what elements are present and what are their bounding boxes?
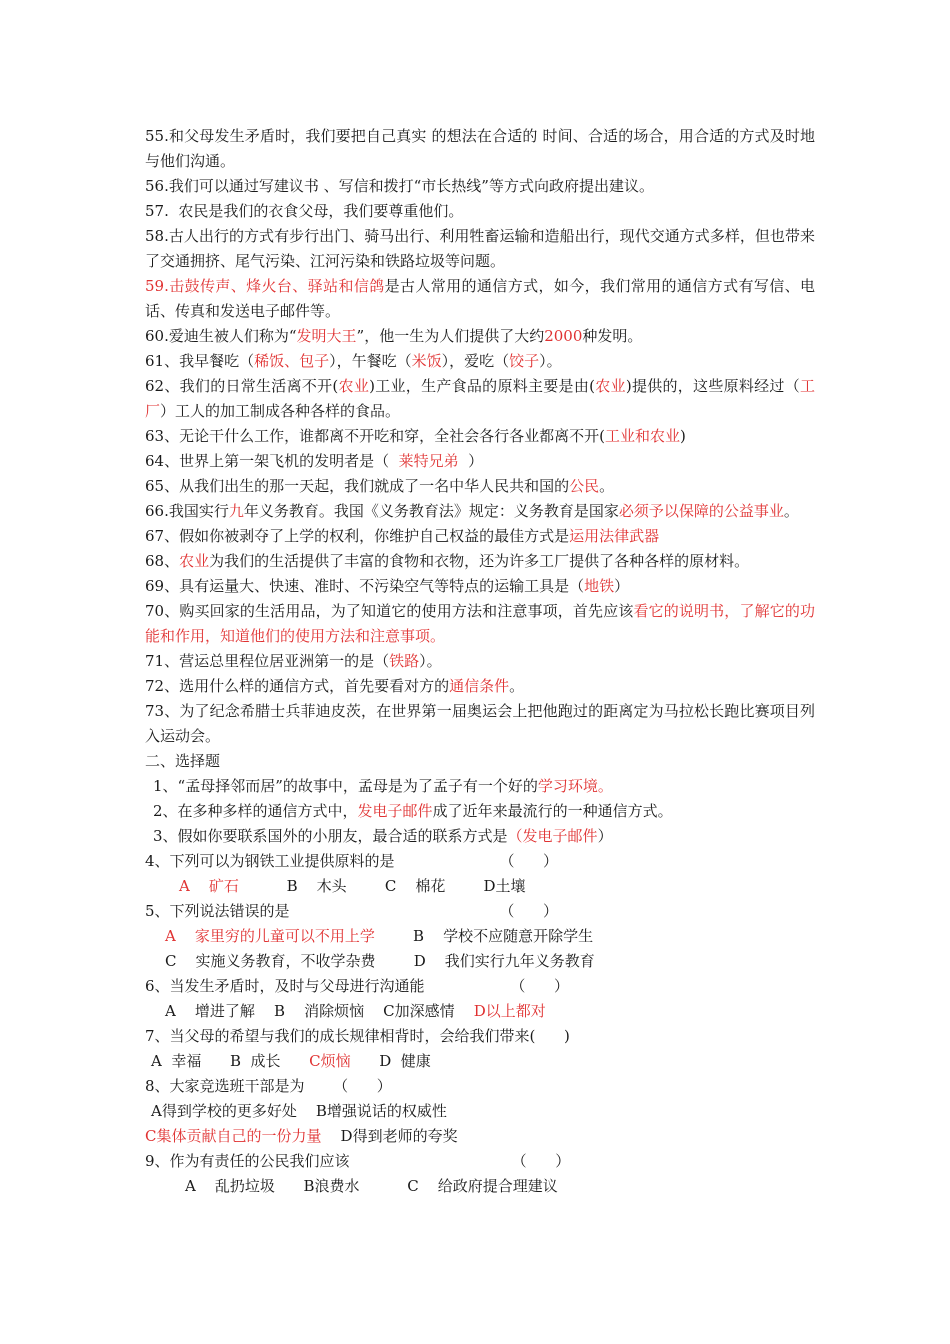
question-text: 7、当父母的希望与我们的成长规律相背时，会给我们带来( ): [145, 1027, 570, 1045]
question-text: 种发明。: [582, 327, 643, 345]
text-line: [145, 924, 815, 949]
text-line: [145, 374, 815, 424]
question-text: 67、假如你被剥夺了上学的权利，你维护自己权益的最佳方式是: [145, 527, 570, 545]
question-text: A 幸福 B 成长: [151, 1052, 310, 1070]
question-text: 73、为了纪念希腊士兵菲迪皮茨，在世界第一届奥运会上把他跑过的距离定为马拉松长跑比赛项目列入运动会。: [145, 702, 815, 745]
answer-text: A 矿石: [179, 877, 239, 895]
question-text: 57. 农民是我们的衣食父母，我们要尊重他们。: [145, 202, 464, 220]
text-line: [145, 774, 815, 799]
answer-text: 看它的说明书，了解它的功能和作用，知道他们的使用方法和注意事项。: [145, 602, 815, 645]
text-line: [145, 1174, 815, 1199]
answer-text: D以上都对: [473, 1002, 546, 1020]
text-line: [145, 1074, 815, 1099]
question-text: 68、: [145, 552, 180, 570]
question-text: )工业，生产食品的原料主要是由(: [369, 377, 595, 395]
text-line: [145, 449, 815, 474]
text-line: [145, 649, 815, 674]
question-text: 71、营运总里程位居亚洲第一的是（: [145, 652, 390, 670]
text-line: [145, 324, 815, 349]
question-text: 60.爱迪生被人们称为“: [145, 327, 297, 345]
answer-text: 工业和农业: [604, 427, 680, 445]
answer-text: 稀饭、包子: [254, 352, 330, 370]
answer-text: 莱特兄弟: [398, 452, 459, 470]
text-line: [145, 574, 815, 599]
question-text: D 健康: [350, 1052, 431, 1070]
question-text: 62、我们的日常生活离不开(: [145, 377, 339, 395]
answer-text: 九: [228, 502, 244, 520]
question-text: 55.和父母发生矛盾时，我们要把自己真实 的想法在合适的 时间、合适的场合，用合适的方式及时地与他们沟通。: [145, 127, 815, 170]
question-text: )提供的，这些原料经过（: [625, 377, 800, 395]
text-line: [145, 1024, 815, 1049]
text-line: [145, 1149, 815, 1174]
question-text: ），午餐吃（: [329, 352, 412, 370]
question-text: 5、下列说法错误的是 （ ）: [145, 902, 558, 920]
text-line: [145, 199, 815, 224]
text-line: [145, 224, 815, 274]
answer-text: 农业: [338, 377, 370, 395]
text-line: [145, 1124, 815, 1149]
text-line: [145, 599, 815, 649]
question-text: 61、我早餐吃（: [145, 352, 255, 370]
question-text: ）: [458, 452, 484, 470]
text-line: [145, 824, 815, 849]
question-text: 1、“孟母择邻而居”的故事中，孟母是为了孟子有一个好的: [153, 777, 538, 795]
question-text: ），爱吃（: [441, 352, 510, 370]
answer-text: 59.: [145, 277, 169, 295]
answer-text: A 家里穷的儿童可以不用上学: [165, 927, 375, 945]
document-body: [145, 124, 815, 1199]
text-line: [145, 899, 815, 924]
question-text: A 增进了解 B 消除烦恼 C加深感情: [165, 1002, 474, 1020]
answer-text: 公民: [569, 477, 600, 495]
question-text: B 木头 C 棉花 D土壤: [238, 877, 526, 895]
question-text: 。: [783, 502, 799, 520]
text-line: [145, 999, 815, 1024]
answer-text: 运用法律武器: [569, 527, 660, 545]
answer-text: （发电子邮件: [507, 827, 598, 845]
question-text: 年义务教育。我国《义务教育法》规定：义务教育是国家: [243, 502, 619, 520]
answer-text: 必须予以保障的公益事业: [618, 502, 784, 520]
question-text: A得到学校的更多好处 B增强说话的权威性: [151, 1102, 447, 1120]
question-text: D得到老师的夸奖: [321, 1127, 458, 1145]
question-text: 63、无论干什么工作，谁都离不开吃和穿，全社会各行各业都离不开(: [145, 427, 605, 445]
answer-text: 学习环境。: [537, 777, 613, 795]
answer-text: 工厂: [145, 377, 815, 420]
question-text: 65、从我们出生的那一天起，我们就成了一名中华人民共和国的: [145, 477, 570, 495]
question-text: 58.古人出行的方式有步行出门、骑马出行、利用牲畜运输和造船出行，现代交通方式多样，但也带来了交通拥挤、尾气污染、江河污染和铁路垃圾等问题。: [145, 227, 815, 270]
question-text: ）。: [419, 652, 442, 670]
text-line: [145, 274, 815, 324]
answer-text: 铁路: [389, 652, 420, 670]
question-text: 64、世界上第一架飞机的发明者是（: [145, 452, 399, 470]
question-text: 成了近年来最流行的一种通信方式。: [432, 802, 673, 820]
text-line: [145, 799, 815, 824]
question-text: 。: [599, 477, 615, 495]
text-line: [145, 699, 815, 749]
text-line: [145, 549, 815, 574]
question-text: 6、当发生矛盾时，及时与父母进行沟通能 （ ）: [145, 977, 569, 995]
question-text: ）: [614, 577, 630, 595]
text-line: [145, 1049, 815, 1074]
question-text: 9、作为有责任的公民我们应该 （ ）: [145, 1152, 571, 1170]
answer-text: 击鼓传声、烽火台、驿站和信鸽: [168, 277, 385, 295]
text-line: [145, 174, 815, 199]
answer-text: 农业: [179, 552, 210, 570]
text-line: [145, 974, 815, 999]
question-text: C 实施义务教育，不收学杂费 D 我们实行九年义务教育: [165, 952, 595, 970]
text-line: [145, 874, 815, 899]
question-text: 。: [509, 677, 525, 695]
answer-text: 2000: [544, 327, 583, 345]
question-text: ）: [597, 827, 613, 845]
question-text: ”，他一生为人们提供了大约: [356, 327, 545, 345]
answer-text: 发电子邮件: [357, 802, 433, 820]
question-text: 8、大家竞选班干部是为 （ ）: [145, 1077, 392, 1095]
answer-text: 米饭: [411, 352, 442, 370]
question-text: 66.我国实行: [145, 502, 229, 520]
text-line: [145, 849, 815, 874]
text-line: [145, 349, 815, 374]
text-line: [145, 124, 815, 174]
question-text: ): [679, 427, 686, 445]
question-text: ）。: [539, 352, 562, 370]
text-line: [145, 424, 815, 449]
question-text: 是古人常用的通信方式，如今，我们常用的通信方式有写信、电话、传真和发送电子邮件等。: [145, 277, 815, 320]
text-line: [145, 499, 815, 524]
question-text: 4、下列可以为钢铁工业提供原料的是 （ ）: [145, 852, 559, 870]
answer-text: C烦恼: [309, 1052, 351, 1070]
question-text: 69、具有运量大、快速、准时、不污染空气等特点的运输工具是（: [145, 577, 585, 595]
answer-text: 地铁: [584, 577, 615, 595]
text-line: [145, 474, 815, 499]
question-text: B 学校不应随意开除学生: [374, 927, 594, 945]
question-text: 二、选择题: [145, 752, 221, 770]
question-text: 70、购买回家的生活用品，为了知道它的使用方法和注意事项，首先应该: [145, 602, 634, 620]
question-text: 2、在多种多样的通信方式中，: [153, 802, 358, 820]
question-text: 72、选用什么样的通信方式，首先要看对方的: [145, 677, 450, 695]
question-text: 为我们的生活提供了丰富的食物和衣物，还为许多工厂提供了各种各样的原材料。: [209, 552, 750, 570]
text-line: [145, 674, 815, 699]
text-line: [145, 949, 815, 974]
answer-text: 饺子: [509, 352, 540, 370]
question-text: 56.我们可以通过写建议书 、写信和拨打“市长热线”等方式向政府提出建议。: [145, 177, 654, 195]
text-line: [145, 524, 815, 549]
text-line: [145, 749, 815, 774]
question-text: ）工人的加工制成各种各样的食品。: [160, 402, 401, 420]
question-text: 3、假如你要联系国外的小朋友，最合适的联系方式是: [153, 827, 508, 845]
answer-text: 发明大王: [296, 327, 357, 345]
text-line: [145, 1099, 815, 1124]
answer-text: 通信条件: [449, 677, 510, 695]
question-text: A 乱扔垃圾 B浪费水 C 给政府提合理建议: [185, 1177, 558, 1195]
answer-text: C集体贡献自己的一份力量: [145, 1127, 322, 1145]
answer-text: 农业: [594, 377, 626, 395]
